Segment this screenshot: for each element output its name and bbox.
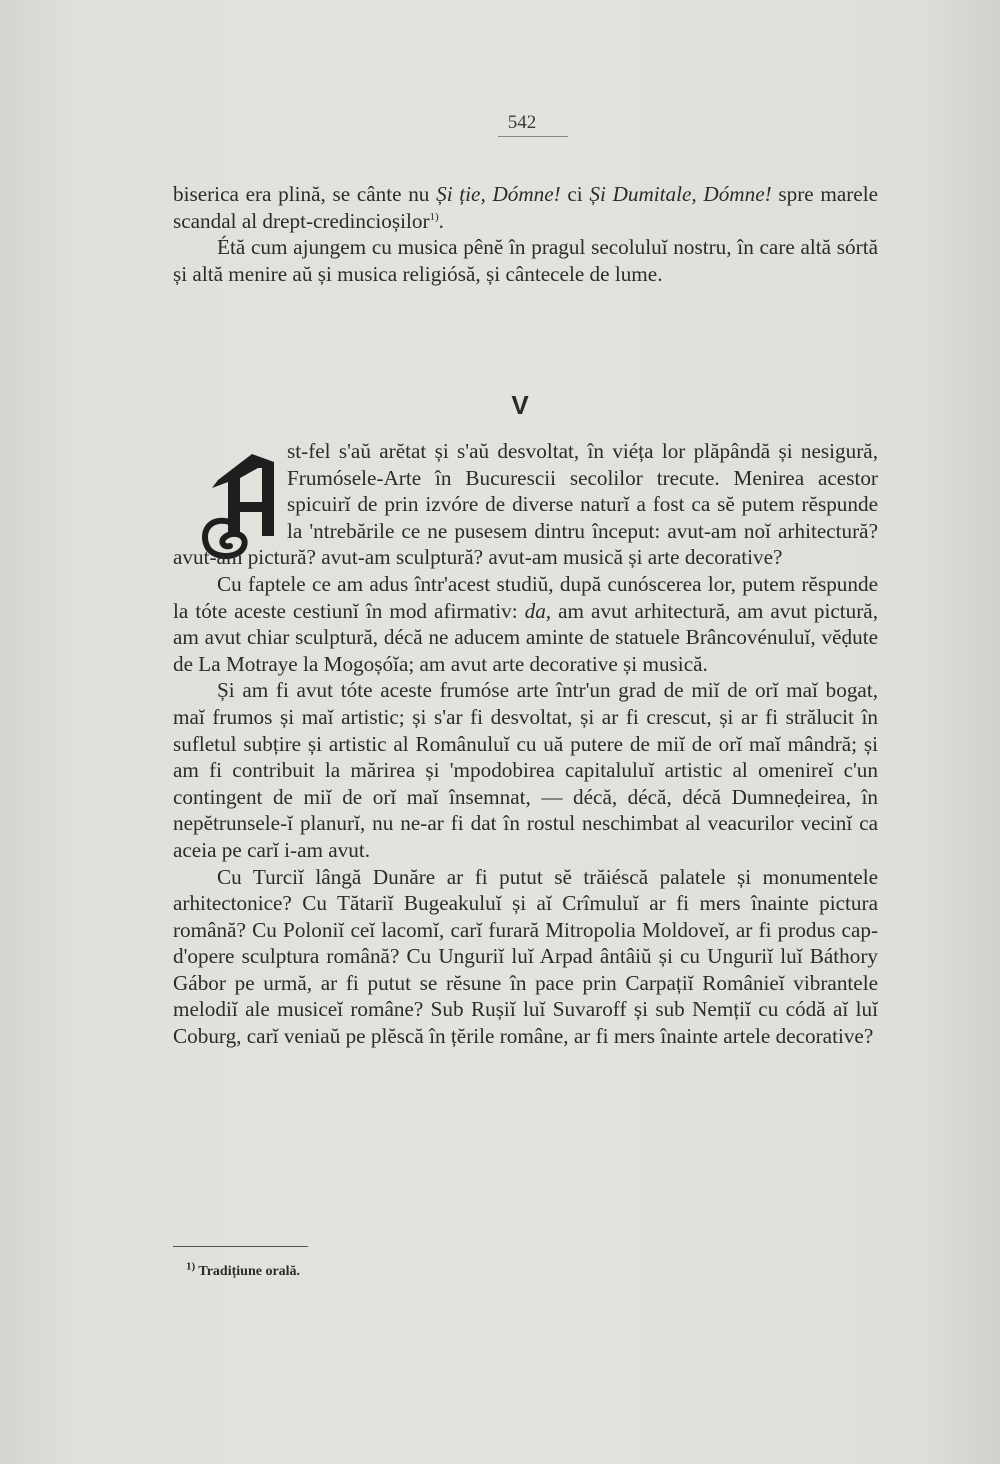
italic-quote: Și ție, Dómne!: [436, 182, 561, 206]
paragraph: Étă cum ajungem cu musica pênĕ în pragul secoluluĭ nostru, în care altă sórtă și altă menire aŭ și musica religiósă, și cântecele de lume.: [173, 235, 878, 286]
drop-cap-space: [173, 438, 287, 544]
footnote-mark: 1): [186, 1260, 196, 1273]
text-run: .: [438, 208, 444, 233]
paragraph-first: st-fel s'aŭ arĕtat și s'aŭ desvoltat, în viéța lor plăpândă și nesigură, Frumósele-Arte în Bucurescii secolilor trecute. Menirea acestor spicuirĭ de prin izvóre de diverse naturĭ a fost ca sĕ putem rĕspunde la 'ntrebările ce ne pusesem dintru început: avut-am noĭ arhitectură? avut-am pictură? avut-am sculptură? avut-am musică și arte decorative?: [173, 439, 878, 570]
footnote-text: Tradițiune orală.: [198, 1264, 301, 1279]
text-run: biserica era plină, se cânte nu: [173, 182, 437, 206]
footnote-rule: [173, 1246, 308, 1247]
text-run: am avut arhitectură, am avut pictură, am avut chiar sculptură, décă ne aducem aminte de statuele Brâncovénuluĭ, vĕḍute de La Motraye la Mogoșóĭa; am avut arte decorative și musică.: [173, 598, 878, 676]
page-number-rule: [498, 136, 568, 137]
section-heading: V: [511, 390, 529, 420]
italic-quote: Și Dumitale, Dómne!: [589, 182, 772, 206]
text-run: Cu faptele ce am adus într'acest studiŭ, după cunóscerea lor, putem rĕspunde la tóte aceste cestiunĭ în mod afirmativ:: [173, 571, 878, 623]
paragraph: Cu Turciĭ lângă Dunăre ar fi putut sĕ trăiéscă palatele și monumentele arhitectonice? Cu Tătariĭ Bugeakuluĭ și aĭ Crîmuluĭ ar fi mers înainte pictura română? Cu Poloniĭ ceĭ lacomĭ, carĭ furară Mitropolia Moldoveĭ, ar fi produs cap-d'opere sculptura română? Cu Unguriĭ luĭ Arpad ântâiŭ și cu Unguriĭ luĭ Báthory Gábor pe urmă, ar fi putut se rĕsune în pace prin Carpațiĭ Românieĭ vibrantele melodiĭ ale musiceĭ române? Sub Rușiĭ luĭ Suvaroff și sub Nemțiĭ cu códă aĭ luĭ Coburg, carĭ veniaŭ pe plĕscă în țĕrile române, ar fi mers înainte artele decorative?: [173, 864, 878, 1049]
page-number: 542: [507, 112, 537, 133]
paragraph: [173, 571, 878, 677]
text-run: spre marele scandal al drept-credincioșilor: [173, 182, 878, 233]
text-block-main: [173, 438, 878, 1050]
footnote-reference: 1): [429, 210, 439, 223]
text-block-top: [173, 181, 878, 287]
footnote: [186, 1260, 301, 1280]
paragraph: Și am fi avut tóte aceste frumóse arte într'un grad de miĭ de orĭ maĭ bogat, maĭ frumos și maĭ artistic; și s'ar fi desvoltat, și ar fi crescut, și ar fi strălucit în sufletul subțire și artistic al Românuluĭ cu uă putere de miĭ de orĭ maĭ mândră; și am fi contribuit la mărirea și 'mpodobirea capitaluluĭ artistic al omenireĭ c'un contingent de miĭ de orĭ maĭ însemnat, — décă, décă, décă Dumneḍeirea, în nepĕtrunsele-ĭ planurĭ, nu ne-ar fi dat în rostul neschimbat al veacurilor vecinĭ ca aceia pe carĭ i-am avut.: [173, 678, 878, 862]
text-run: ci: [560, 182, 590, 206]
paragraph: [173, 181, 878, 234]
italic-word: da,: [524, 598, 552, 623]
